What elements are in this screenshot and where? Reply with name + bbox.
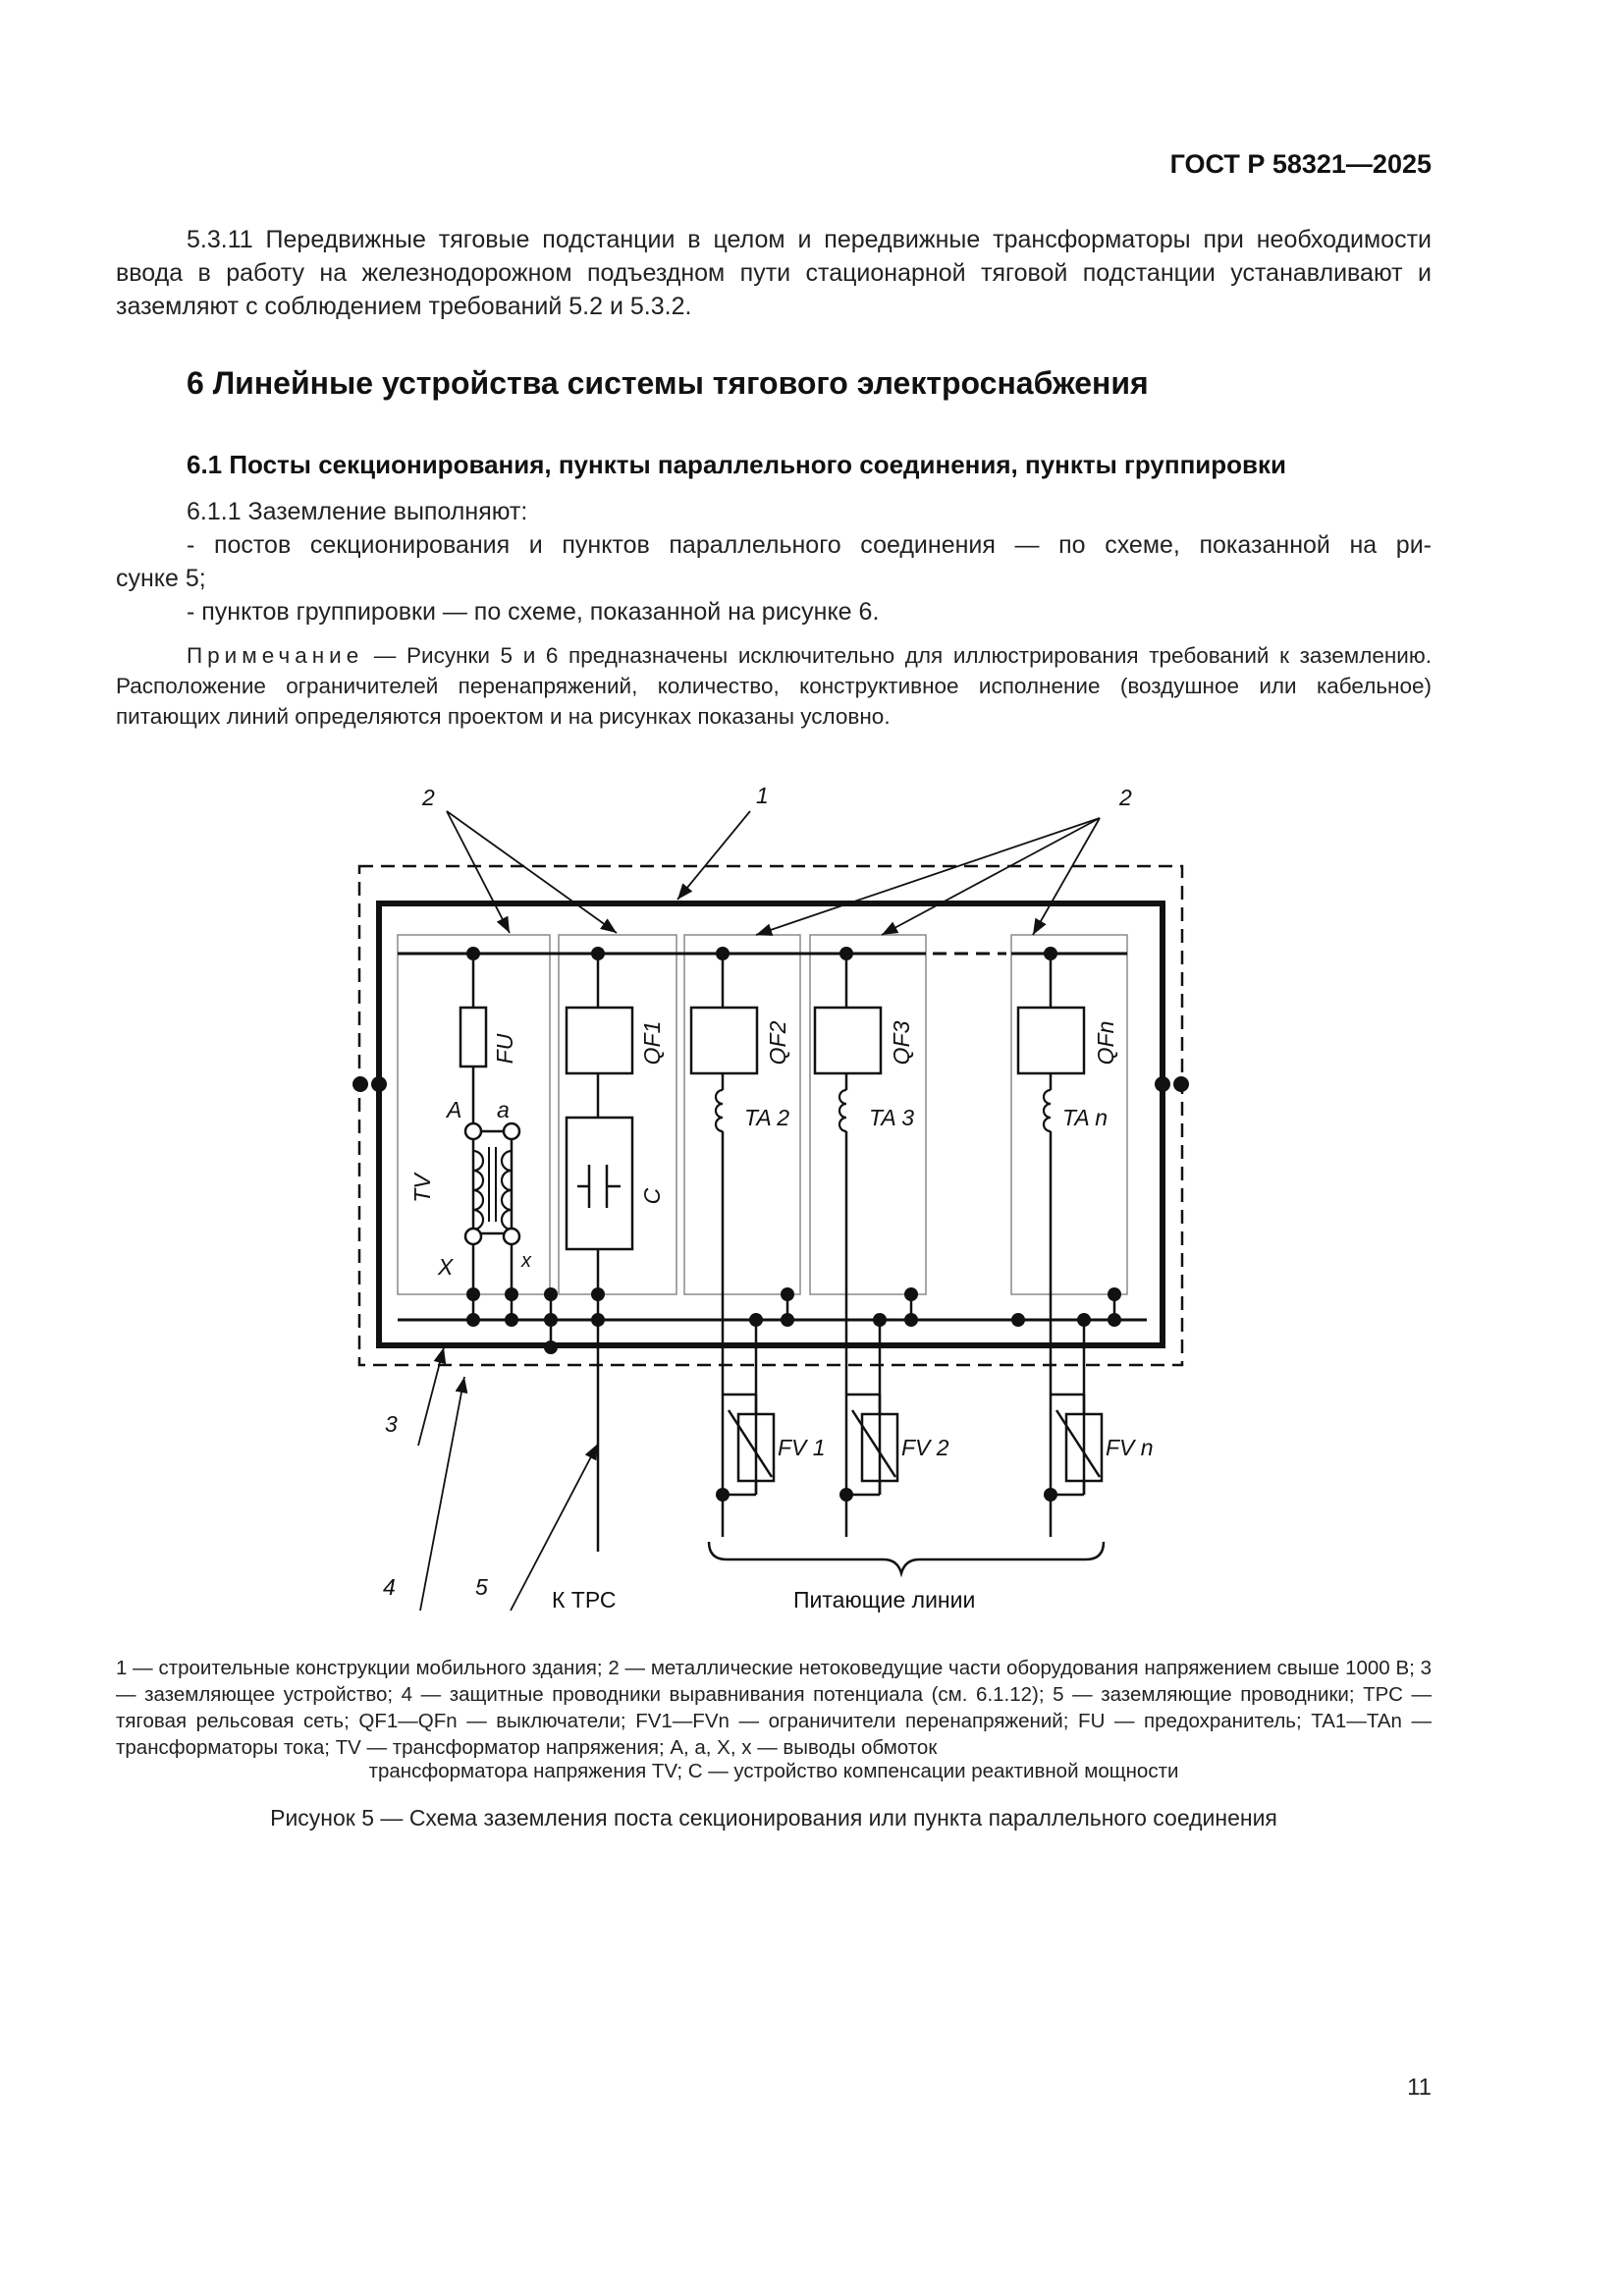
label-terminal-X: X (438, 1254, 454, 1280)
callout-2-left-b (447, 811, 617, 933)
note-label: Примечание (187, 643, 364, 668)
label-fu: FU (492, 1033, 517, 1065)
label-tv: TV (409, 1174, 435, 1203)
callout-label-4: 4 (383, 1574, 396, 1600)
label-to-trs: К ТРС (552, 1587, 617, 1613)
label-qf1: QF1 (639, 1020, 665, 1066)
list-item-1-line-1: - постов секционирования и пунктов параллельного соединения — по схеме, показанной на ри- (187, 531, 1432, 559)
breaker-qf1 (567, 1008, 632, 1073)
figure-legend-last-line: трансформатора напряжения TV; C — устройство компенсации реактивной мощности (368, 1760, 1179, 1782)
label-ta2: TA 2 (744, 1105, 790, 1130)
label-fv2: FV 2 (901, 1435, 949, 1460)
callout-label-2-right: 2 (1119, 785, 1132, 810)
callout-2-right-a (756, 818, 1100, 935)
list-item-2: - пунктов группировки — по схеме, показанной на рисунке 6. (187, 598, 880, 626)
callout-1-leader (677, 811, 750, 900)
paragraph-5-3-11: 5.3.11 Передвижные тяговые подстанции в целом и передвижные трансформаторы при необходимости ввода в работу на железнодорожном подъездном пути стационарной тяговой подстанции устанавливают и заземляют с соблюдением требований 5.2 и 5.3.2. (116, 226, 1432, 320)
callout-label-1: 1 (756, 783, 769, 808)
section-6-1-heading: 6.1 Посты секционирования, пункты параллельного соединения, пункты группировки (187, 450, 1286, 479)
qf1-cabinet-frame (559, 935, 676, 1294)
breaker-qf2 (691, 1008, 757, 1073)
feeders-brace (709, 1542, 1104, 1573)
fuse-fu (460, 1008, 486, 1066)
breaker-qfn (1018, 1008, 1084, 1073)
label-c: C (639, 1187, 665, 1205)
label-ta3: TA 3 (869, 1105, 915, 1130)
label-feeders: Питающие линии (793, 1587, 976, 1613)
label-terminal-A: A (447, 1097, 462, 1122)
label-terminal-a: a (497, 1097, 510, 1122)
callout-label-5: 5 (475, 1574, 488, 1600)
terminal-a (504, 1123, 519, 1139)
current-transformer-ta2 (716, 1090, 723, 1131)
tv-secondary-winding (502, 1151, 512, 1230)
note-text: — Рисунки 5 и 6 предназначены исключительно для иллюстрирования требований к заземлению. Расположение ограничителей перенапряжений, количество, конструктивное исполнение (воздушное или кабельное) питающих линий определяются проектом и на рисунках показаны условно. (116, 643, 1432, 729)
figure-caption: Рисунок 5 — Схема заземления поста секционирования или пункта параллельного соединения (270, 1805, 1277, 1831)
tv-primary-winding (473, 1151, 483, 1230)
callout-label-2-left: 2 (422, 785, 435, 810)
list-item-1-line-2: сунке 5; (116, 565, 206, 592)
capacitor-c (567, 1118, 632, 1249)
label-qf3: QF3 (889, 1020, 914, 1066)
label-tan: TA n (1062, 1105, 1109, 1130)
label-terminal-x: x (521, 1250, 531, 1272)
callout-5-leader (511, 1444, 598, 1611)
current-transformer-ta3 (839, 1090, 846, 1131)
section-6-heading: 6 Линейные устройства системы тягового электроснабжения (187, 365, 1149, 401)
label-fv1: FV 1 (778, 1435, 826, 1460)
callout-3-leader (418, 1347, 444, 1446)
terminal-x (504, 1229, 519, 1244)
paragraph-6-1-1: 6.1.1 Заземление выполняют: (187, 498, 528, 525)
terminal-A (465, 1123, 481, 1139)
page-number: 11 (1407, 2074, 1432, 2101)
current-transformer-tan (1044, 1090, 1051, 1131)
label-qfn: QFn (1093, 1020, 1118, 1066)
breaker-qf3 (815, 1008, 881, 1073)
figure-legend: 1 — строительные конструкции мобильного здания; 2 — металлические нетоковедущие части оборудования напряжением свыше 1000 В; 3 — заземляющее устройство; 4 — защитные проводники выравнивания потенциала (см. 6.1.12); 5 — заземляющие проводники; ТРС — тяговая рельсовая сеть; QF1—QFn — выключатели; FV1—FVn — ограничители перенапряжений; FU — предохранитель; TA1—TAn — трансформаторы тока; TV — трансформатор напряжения; A, a, X, x — выводы обмоток (116, 1657, 1432, 1759)
label-qf2: QF2 (765, 1020, 790, 1066)
document-header-id: ГОСТ Р 58321—2025 (1169, 149, 1432, 179)
callout-label-3: 3 (385, 1411, 398, 1437)
callout-2-left-a (447, 811, 510, 933)
label-fvn: FV n (1106, 1435, 1154, 1460)
terminal-X (465, 1229, 481, 1244)
